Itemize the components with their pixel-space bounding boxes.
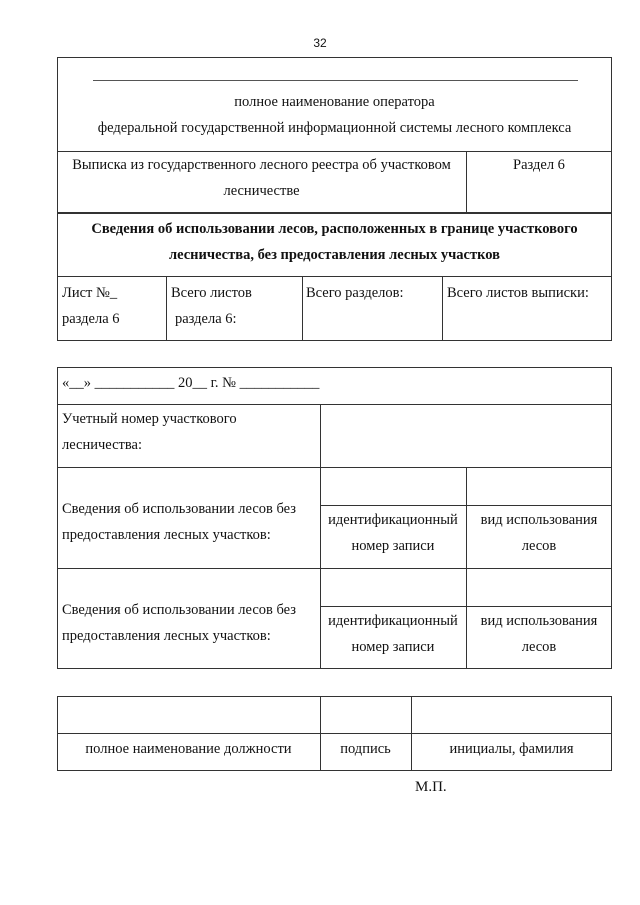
divider (320, 505, 612, 506)
usage-type-header-line2: лесов (521, 639, 557, 655)
signature-caption: подпись (340, 741, 391, 757)
divider (302, 276, 303, 341)
total-sections: Всего разделов: (306, 285, 404, 301)
total-extract-sheets: Всего листов выписки: (447, 285, 589, 301)
usage-label (62, 496, 296, 548)
usage-label-line2: предоставления лесных участков: (62, 527, 271, 543)
usage-label-line1: Сведения об использовании лесов без (62, 602, 297, 618)
record-id-header-line1: идентификационный (328, 613, 458, 629)
account-number-label-line1: Учетный номер участкового (62, 411, 237, 427)
extract-title-line1: Выписка из государственного лесного реестра об участковом (72, 157, 451, 173)
record-id-header-line1: идентификационный (328, 512, 458, 528)
date-number-line: «__» ___________ 20__ г. № ___________ (62, 375, 320, 391)
divider (57, 404, 612, 405)
extract-title (57, 152, 466, 204)
usage-type-header (466, 507, 612, 559)
usage-label-line2: предоставления лесных участков: (62, 628, 271, 644)
usage-label-line1: Сведения об использовании лесов без (62, 501, 297, 517)
divider (320, 606, 612, 607)
account-number-label-line2: лесничества: (62, 437, 142, 453)
usage-label (62, 597, 296, 649)
page-number: 32 (313, 36, 327, 50)
total-sheets-line1: Всего листов (171, 285, 252, 301)
extract-title-line2: лесничестве (223, 183, 300, 199)
operator-caption-line1: полное наименование оператора (234, 94, 435, 110)
divider (166, 276, 167, 341)
name-caption: инициалы, фамилия (449, 741, 574, 757)
section-label: Раздел 6 (513, 157, 565, 173)
position-caption: полное наименование должности (85, 741, 292, 757)
divider (57, 212, 612, 214)
divider (57, 467, 612, 468)
record-id-header-line2: номер записи (351, 639, 435, 655)
operator-caption (57, 89, 612, 141)
section-title (57, 216, 612, 268)
record-id-header (320, 507, 466, 559)
operator-caption-line2: федеральной государственной информационной системы лесного комплекса (97, 120, 572, 136)
stamp-place: М.П. (415, 779, 447, 795)
operator-name-line (93, 80, 578, 81)
record-id-header-line2: номер записи (351, 538, 435, 554)
total-sheets-line2: раздела 6: (175, 311, 237, 327)
divider (57, 568, 612, 569)
divider (57, 276, 612, 277)
usage-type-header-line2: лесов (521, 538, 557, 554)
record-id-header (320, 608, 466, 660)
section-title-line1: Сведения об использовании лесов, расположенных в границе участкового (91, 221, 578, 237)
sheet-number-line2: раздела 6 (62, 311, 120, 327)
usage-type-header-line1: вид использования (480, 613, 598, 629)
divider (57, 733, 612, 734)
divider (442, 276, 443, 341)
sheet-number-line1: Лист №_ (62, 285, 118, 301)
section-title-line2: лесничества, без предоставления лесных участков (169, 247, 500, 263)
total-sheets (171, 280, 252, 332)
usage-type-header (466, 608, 612, 660)
account-number-label (62, 406, 237, 458)
usage-type-header-line1: вид использования (480, 512, 598, 528)
sheet-number (62, 280, 120, 332)
